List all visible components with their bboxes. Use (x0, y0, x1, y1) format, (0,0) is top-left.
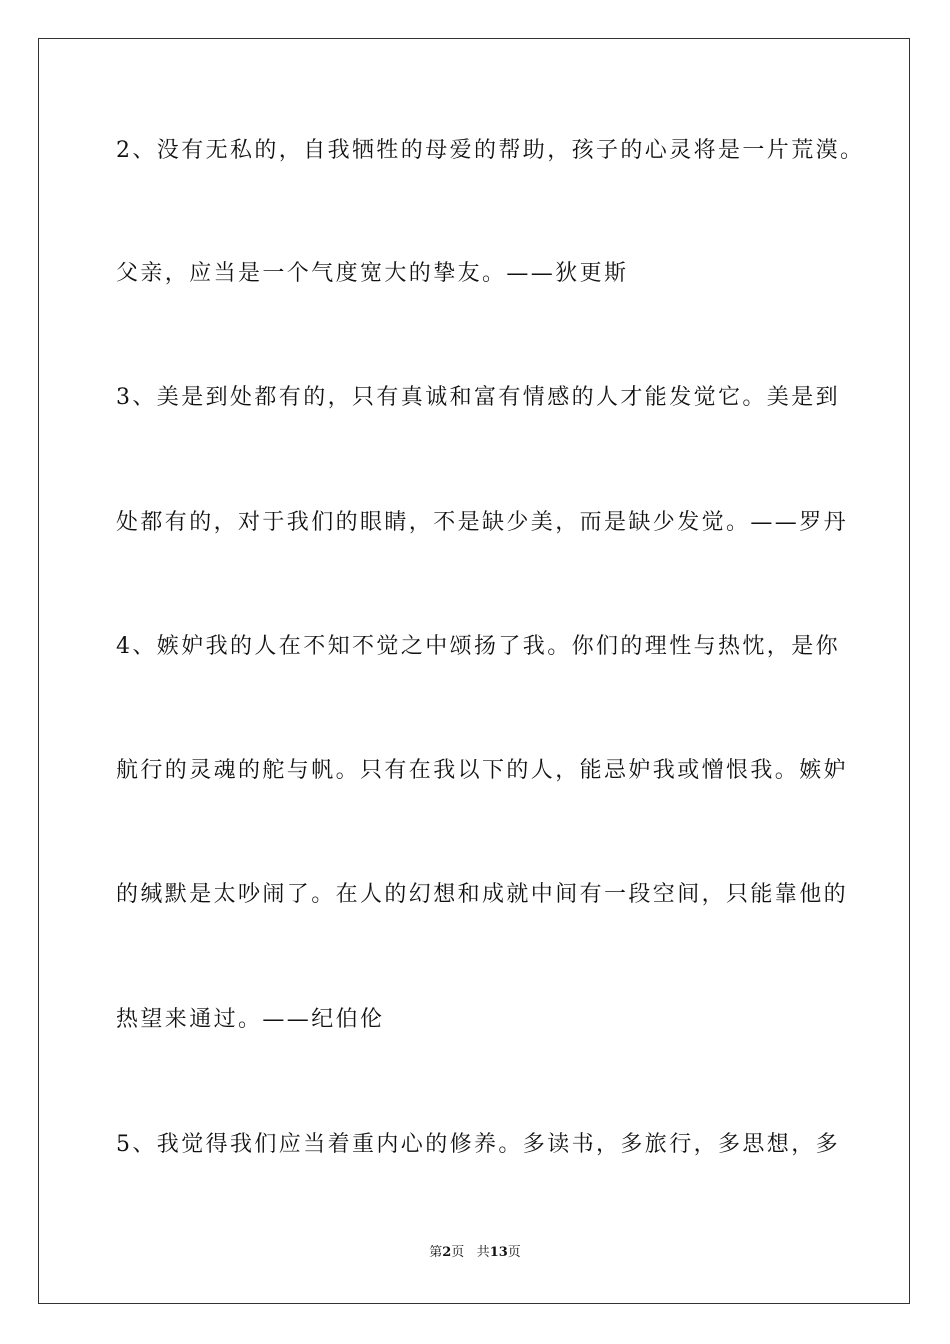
page-frame (38, 38, 910, 1304)
total-pages: 13 (489, 1245, 508, 1260)
text-line: 热望来通过。——纪伯伦 (116, 1007, 385, 1032)
text-line: 4、嫉妒我的人在不知不觉之中颂扬了我。你们的理性与热忱，是你 (116, 634, 840, 659)
text-line: 父亲，应当是一个气度宽大的挚友。——狄更斯 (116, 261, 629, 286)
text-line: 3、美是到处都有的，只有真诚和富有情感的人才能发觉它。美是到 (116, 385, 840, 410)
text-line: 的缄默是太吵闹了。在人的幻想和成就中间有一段空间，只能靠他的 (116, 882, 849, 907)
text-line: 处都有的，对于我们的眼睛，不是缺少美，而是缺少发觉。——罗丹 (116, 510, 849, 535)
page-number: 2 (442, 1245, 452, 1260)
page-suffix: 页 (451, 1245, 465, 1260)
page-footer (0, 1244, 950, 1262)
total-suffix: 页 (507, 1245, 521, 1260)
total-prefix: 共 (476, 1245, 490, 1260)
text-line: 5、我觉得我们应当着重内心的修养。多读书，多旅行，多思想，多 (116, 1132, 840, 1157)
text-line: 航行的灵魂的舵与帆。只有在我以下的人，能忌妒我或憎恨我。嫉妒 (116, 758, 849, 783)
text-line: 2、没有无私的，自我牺牲的母爱的帮助，孩子的心灵将是一片荒漠。 (116, 138, 865, 163)
page-prefix: 第 (429, 1245, 443, 1260)
